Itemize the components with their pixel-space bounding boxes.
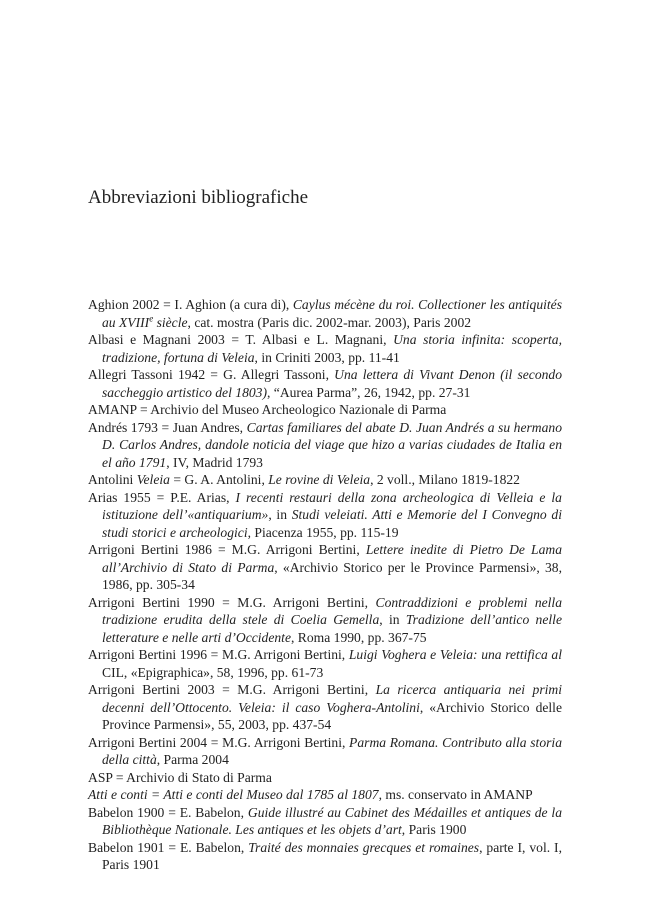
entry-text-segment: Babelon 1901 = E. Babelon,: [88, 839, 249, 855]
entry-text-segment: , Piacenza 1955, pp. 115-19: [247, 524, 399, 540]
entry-text-segment: , “Aurea Parma”, 26, 1942, pp. 27-31: [266, 384, 471, 400]
bibliography-entry: [88, 594, 562, 647]
entry-text-segment: Albasi e Magnani 2003 = T. Albasi e L. Magnani,: [88, 332, 394, 347]
bibliography-entry: [88, 681, 562, 734]
entry-text-segment: Le rovine di Veleia: [268, 472, 371, 487]
entry-text-segment: Parma Romana. Contributo alla storia della città: [102, 734, 562, 767]
entry-text-segment: Studi veleiati. Atti e Memorie del I Convegno di studi storici e archeologici: [102, 507, 563, 540]
entry-text-segment: ASP = Archivio di Stato di Parma: [88, 769, 272, 785]
entry-text-segment: Una lettera di Vivant Denon (il secondo saccheggio artistico del 1803): [102, 367, 563, 400]
entry-text-segment: CIL, «Epigraphica», 58, 1996, pp. 61-73: [102, 664, 324, 680]
entry-text-segment: = G. A. Antolini,: [169, 472, 269, 487]
entry-text-segment: Veleia: [136, 472, 170, 487]
entry-text-segment: , cat. mostra (Paris dic. 2002-mar. 2003), Paris 2002: [187, 314, 472, 330]
entry-text-segment: AMANP = Archivio del Museo Archeologico Nazionale di Parma: [88, 402, 447, 417]
bibliography-entry: [88, 769, 562, 787]
entry-text-segment: , «Archivio Storico delle Province Parmensi», 55, 2003, pp. 437-54: [102, 699, 562, 732]
entry-text-segment: Caylus mécène du roi. Collectioner les antiquités au XVIII: [102, 297, 562, 330]
entry-text-segment: Luigi Voghera e Veleia: una rettifica al: [348, 647, 562, 662]
entry-text-segment: Arrigoni Bertini 2003 = M.G. Arrigoni Bertini,: [88, 682, 376, 697]
entry-text-segment: , 2 voll., Milano 1819-1822: [370, 472, 520, 487]
entry-text-segment: Arrigoni Bertini 1996 = M.G. Arrigoni Bertini,: [88, 647, 349, 662]
bibliography-entry: [88, 804, 562, 839]
bibliography-entry: [88, 646, 562, 681]
section-heading: Abbreviazioni bibliografiche: [88, 187, 309, 208]
entry-text-segment: , IV, Madrid 1793: [166, 454, 263, 470]
entry-text-segment: Lettere inedite di Pietro De Lama all’Archivio di Stato di Parma: [102, 542, 562, 575]
entry-text-segment: , ms. conservato in AMANP: [378, 787, 533, 802]
bibliography-list: [88, 296, 562, 874]
entry-text-segment: Traité des monnaies grecques et romaines: [248, 839, 480, 855]
entry-text-segment: Arrigoni Bertini 2004 = M.G. Arrigoni Bertini,: [88, 734, 350, 750]
entry-text-segment: Una storia infinita: scoperta, tradizione, fortuna di Veleia: [102, 332, 562, 365]
bibliography-entry: [88, 786, 562, 804]
entry-text-segment: Atti e conti = Atti e conti del Museo dal 1785 al 1807: [88, 787, 379, 802]
entry-text-segment: Tradizione dell’antico nelle letterature e nelle arti d’Occidente: [102, 612, 562, 645]
entry-text-segment: , «Archivio Storico per le Province Parmensi», 38, 1986, pp. 305-34: [102, 559, 562, 592]
entry-text-segment: e: [149, 312, 154, 323]
entry-text-segment: Babelon 1900 = E. Babelon,: [88, 804, 248, 820]
entry-text-segment: siècle: [153, 314, 188, 330]
entry-text-segment: Aghion 2002 = I. Aghion (a cura di),: [88, 297, 293, 312]
entry-text-segment: , parte I, vol. I, Paris 1901: [102, 839, 562, 872]
entry-text-segment: , Roma 1990, pp. 367-75: [291, 629, 427, 645]
entry-text-segment: , Paris 1900: [401, 822, 467, 837]
bibliography-entry: [88, 541, 562, 594]
entry-text-segment: , Parma 2004: [156, 752, 229, 767]
entry-text-segment: Arias 1955 = P.E. Arias,: [88, 489, 236, 505]
bibliography-entry: [88, 331, 562, 366]
entry-text-segment: Antolini: [88, 472, 137, 487]
bibliography-entry: [88, 366, 562, 401]
entry-text-segment: Arrigoni Bertini 1986 = M.G. Arrigoni Bertini,: [88, 542, 366, 557]
entry-text-segment: , in: [268, 507, 292, 522]
entry-text-segment: Allegri Tassoni 1942 = G. Allegri Tassoni,: [88, 367, 335, 382]
bibliography-entry: [88, 401, 562, 419]
bibliography-entry: [88, 471, 562, 489]
entry-text-segment: Andrés 1793 = Juan Andres,: [88, 419, 247, 435]
entry-text-segment: Guide illustré au Cabinet des Médailles et antiques de la Bibliothèque Nationale. Les antiques et les objets d’art: [102, 804, 563, 837]
bibliography-entry: [88, 419, 562, 472]
bibliography-entry: [88, 296, 562, 331]
entry-text-segment: , in Criniti 2003, pp. 11-41: [254, 349, 400, 365]
bibliography-entry: [88, 734, 562, 769]
entry-text-segment: La ricerca antiquaria nei primi decenni dell’Ottocento. Veleia: il caso Voghera-Antolini: [102, 682, 562, 715]
entry-text-segment: , in: [379, 612, 406, 627]
entry-text-segment: Cartas familiares del abate D. Juan Andrés a su hermano D. Carlos Andres, dandole noticia del viage que hizo a varias ciudades de Italia en el año 1791: [102, 419, 563, 470]
bibliography-entry: [88, 839, 562, 874]
bibliography-entry: [88, 489, 562, 542]
entry-text-segment: I recenti restauri della zona archeologica di Velleia e la istituzione dell’«antiquarium»: [102, 489, 562, 522]
entry-text-segment: Contraddizioni e problemi nella tradizione erudita della stele di Coelia Gemella: [102, 594, 562, 627]
entry-text-segment: Arrigoni Bertini 1990 = M.G. Arrigoni Bertini,: [88, 594, 376, 610]
